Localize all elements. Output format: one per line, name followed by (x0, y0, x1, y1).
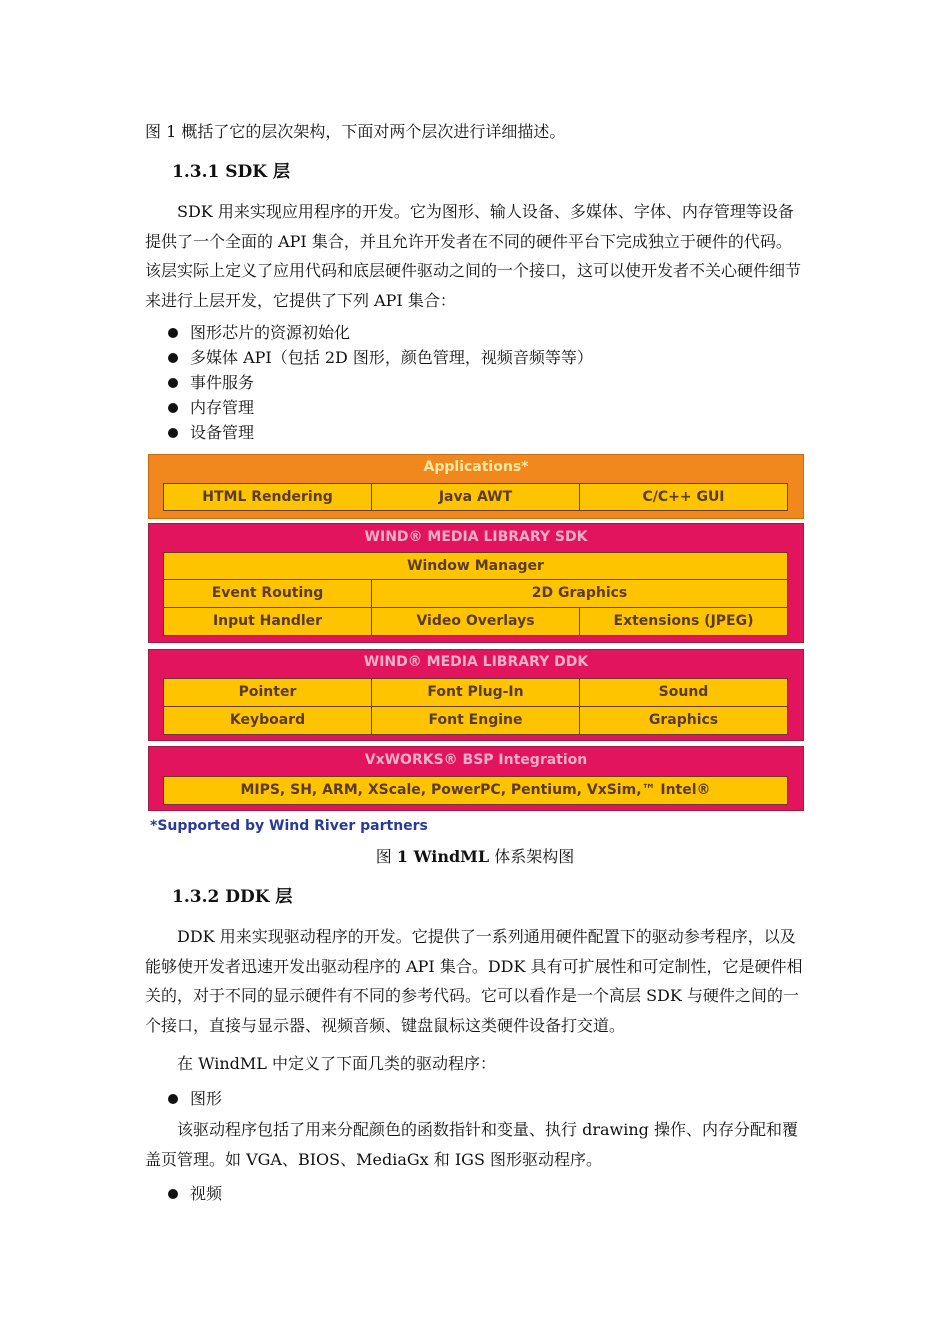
bullet-icon (168, 353, 178, 363)
bsp-platforms-cell: MIPS, SH, ARM, XScale, PowerPC, Pentium, VxSim,™ Intel® (163, 776, 788, 805)
font-plugin-cell: Font Plug-In (371, 678, 580, 707)
ddk-heading: 1.3.2 DDK 层 (172, 887, 293, 907)
input-handler-cell: Input Handler (163, 607, 372, 636)
list-item: 事件服务 (168, 370, 593, 395)
ddk-band (148, 649, 804, 741)
sdk-paragraph: SDK 用来实现应用程序的开发。它为图形、输人设备、多媒体、字体、内存管理等设备提供了一个全面的 API 集合，并且允许开发者在不同的硬件平台下完成独立于硬件的代码。该层实际上定义了应用代码和底层硬件驱动之间的一个接口，这可以使开发者不关心硬件细节来进行上层开发，它提供了下列 API 集合： (145, 202, 802, 310)
bsp-band (148, 746, 804, 811)
sdk-heading: 1.3.1 SDK 层 (172, 162, 290, 182)
extensions-jpeg-cell: Extensions (JPEG) (579, 607, 788, 636)
2d-graphics-cell: 2D Graphics (371, 579, 788, 608)
html-rendering-cell: HTML Rendering (163, 483, 372, 511)
list-item: 多媒体 API（包括 2D 图形，颜色管理，视频音频等等） (168, 345, 593, 370)
graphics-paragraph: 该驱动程序包括了用来分配颜色的函数指针和变量、执行 drawing 操作、内存分配和覆盖页管理。如 VGA、BIOS、MediaGx 和 IGS 图形驱动程序。 (145, 1120, 798, 1169)
graphics-cell: Graphics (579, 706, 788, 735)
graphics-bullet (168, 1086, 222, 1111)
video-overlays-cell: Video Overlays (371, 607, 580, 636)
ddk-band-title: WIND® MEDIA LIBRARY DDK (363, 654, 589, 670)
bullet-icon (168, 378, 178, 388)
windml-architecture-diagram (148, 454, 804, 840)
pointer-cell: Pointer (163, 678, 372, 707)
figure-caption: 图 1 WindML 体系架构图 (375, 847, 575, 866)
bullet-icon (168, 1189, 178, 1199)
window-manager-cell: Window Manager (163, 552, 788, 580)
intro-text: 图 1 概括了它的层次架构，下面对两个层次进行详细描述。 (145, 122, 566, 141)
bullet-icon (168, 328, 178, 338)
sdk-bullet-list (168, 320, 593, 445)
bsp-band-title: VxWORKS® BSP Integration (364, 752, 588, 768)
diagram-footnote: *Supported by Wind River partners (150, 818, 428, 834)
list-item: 视频 (168, 1181, 222, 1206)
font-engine-cell: Font Engine (371, 706, 580, 735)
bullet-icon (168, 403, 178, 413)
list-item: 图形 (168, 1086, 222, 1111)
bullet-icon (168, 428, 178, 438)
list-item: 图形芯片的资源初始化 (168, 320, 593, 345)
list-item: 设备管理 (168, 420, 593, 445)
sdk-band (148, 523, 804, 643)
c-cpp-gui-cell: C/C++ GUI (579, 483, 788, 511)
windml-intro: 在 WindML 中定义了下面几类的驱动程序： (177, 1054, 497, 1073)
applications-title: Applications* (423, 459, 529, 475)
keyboard-cell: Keyboard (163, 706, 372, 735)
list-item: 内存管理 (168, 395, 593, 420)
applications-band (148, 454, 804, 519)
sound-cell: Sound (579, 678, 788, 707)
bullet-icon (168, 1094, 178, 1104)
ddk-paragraph: DDK 用来实现驱动程序的开发。它提供了一系列通用硬件配置下的驱动参考程序，以及能够使开发者迅速开发出驱动程序的 API 集合。DDK 具有可扩展性和可定制性，它是硬件相关的，对于不同的显示硬件有不同的参考代码。它可以看作是一个高层 SDK 与硬件之间的一个接口，直接与显示器、视频音频、键盘鼠标这类硬件设备打交道。 (145, 927, 803, 1035)
sdk-band-title: WIND® MEDIA LIBRARY SDK (364, 529, 588, 545)
video-bullet (168, 1181, 222, 1206)
event-routing-cell: Event Routing (163, 579, 372, 608)
java-awt-cell: Java AWT (371, 483, 580, 511)
